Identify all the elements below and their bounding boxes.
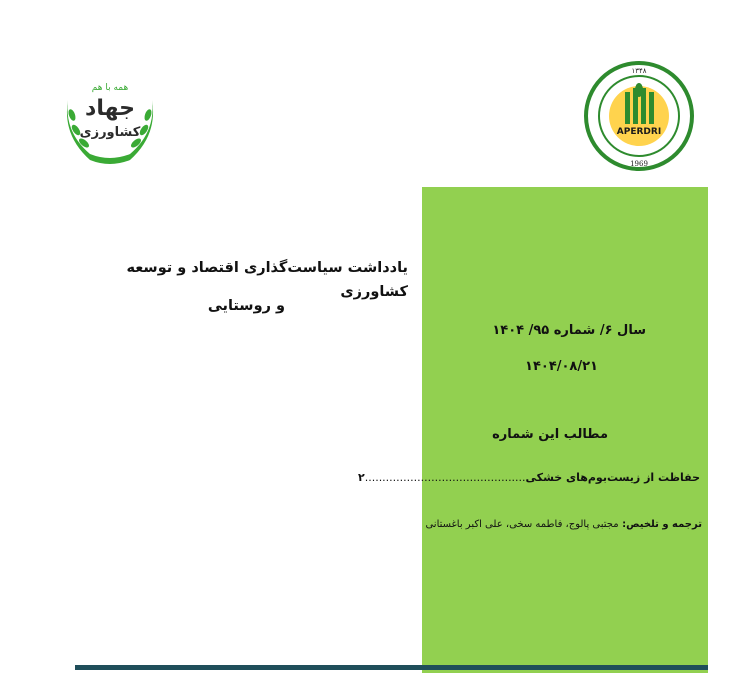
issue-number: سال ۶/ شماره ۹۵/ ۱۴۰۴: [492, 323, 646, 338]
publication-title-line2: و روستایی: [207, 298, 285, 314]
logo-sub-text: کشاورزی: [79, 125, 141, 140]
jahad-keshavarzi-logo: [60, 60, 160, 170]
logo-acronym: APERDRI: [616, 127, 662, 137]
logo-year-top: ۱۳۴۸: [631, 67, 647, 75]
toc-entry-dots: ..............................................: [364, 471, 526, 484]
credits: [425, 519, 702, 530]
toc-entry[interactable]: [358, 471, 700, 484]
publication-title-line1: یادداشت سیاست‌گذاری اقتصاد و توسعه کشاورزی: [126, 260, 408, 300]
logo-year-bottom: 1969: [630, 160, 648, 168]
toc-entry-page: ۲: [357, 471, 365, 484]
bottom-divider: [75, 665, 708, 670]
aperdri-logo: [583, 60, 695, 172]
contents-heading: مطالب این شماره: [492, 427, 608, 442]
logo-tagline: همه با هم: [91, 83, 129, 93]
issue-date: ۱۴۰۴/۰۸/۲۱: [525, 359, 598, 374]
credits-label: ترجمه و تلخیص:: [622, 519, 702, 530]
logo-main-text: جهاد: [85, 96, 135, 121]
issue-info-panel: [357, 187, 708, 673]
toc-entry-title: حفاظت از زیست‌بوم‌های خشکی: [525, 471, 700, 484]
credits-names: مجتبی پالوج، فاطمه سخی، علی اکبر باغستانی: [425, 519, 619, 530]
